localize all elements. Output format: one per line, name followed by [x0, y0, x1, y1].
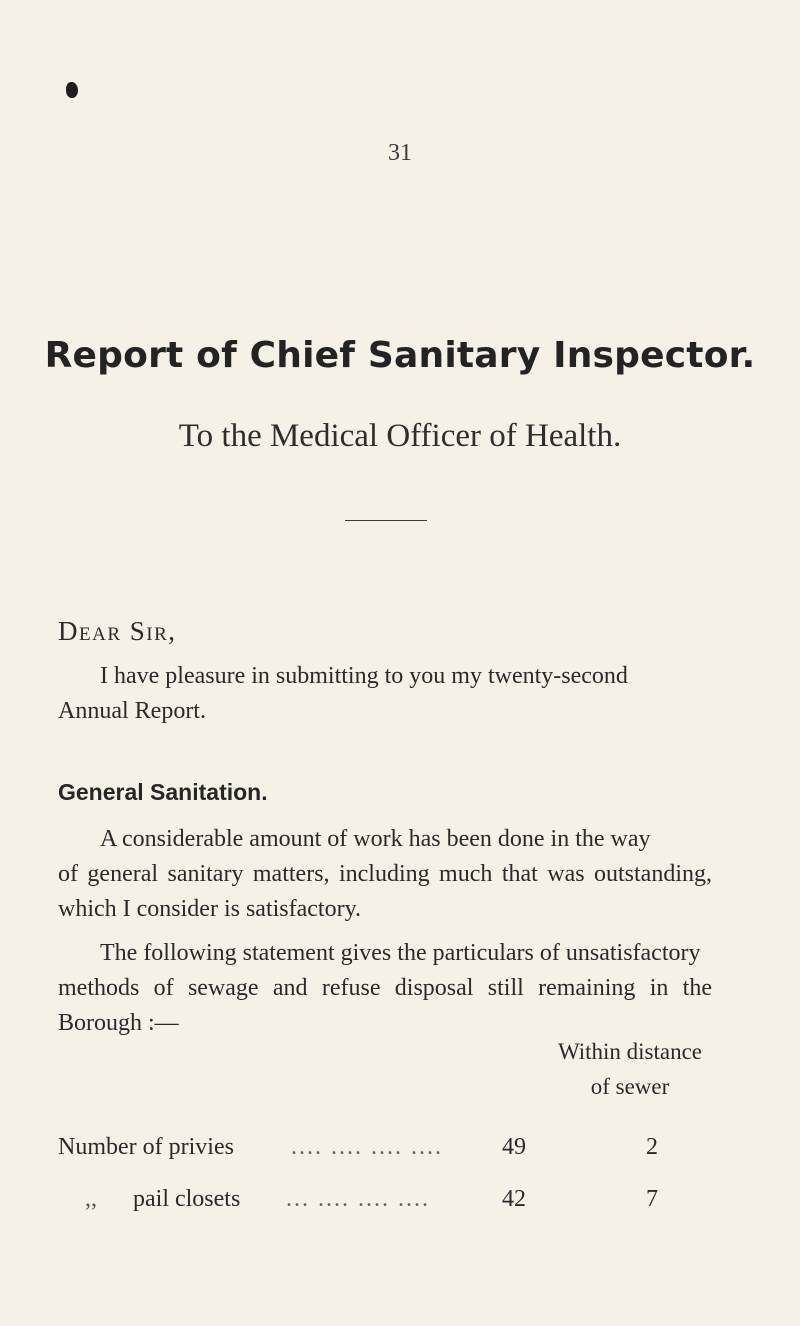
column-header-within-sewer	[530, 1034, 730, 1104]
leader-dots: ... .... .... ....	[286, 1186, 430, 1212]
leader-dots: .... .... .... ....	[291, 1134, 443, 1160]
paragraph-statement-line-1: The following statement gives the particulars of unsatisfactory	[100, 940, 701, 966]
column-header-line-2: of sewer	[590, 1074, 670, 1099]
paragraph-work-done	[58, 822, 712, 927]
divider-rule	[345, 520, 427, 521]
paragraph-work-done-rest: of general sanitary matters, including much that was outstanding, which I consider is satisfactory.	[58, 861, 712, 922]
row-label	[58, 1134, 234, 1161]
page-number: 31	[388, 140, 412, 166]
ink-speck	[66, 82, 78, 98]
intro-line-2: Annual Report.	[58, 698, 206, 724]
table-row-privies	[58, 1134, 718, 1170]
row-label	[85, 1186, 240, 1213]
report-title: Report of Chief Sanitary Inspector.	[44, 335, 756, 376]
row-total: 49	[502, 1134, 526, 1160]
table-row-pail-closets	[58, 1186, 718, 1222]
row-label-text: pail closets	[133, 1186, 241, 1212]
intro-line-1: I have pleasure in submitting to you my twenty-second	[100, 663, 628, 689]
row-label-text: Number of privies	[58, 1134, 234, 1160]
section-heading: General Sanitation.	[58, 779, 268, 805]
row-total: 42	[502, 1186, 526, 1212]
row-within-sewer: 7	[646, 1186, 658, 1212]
paragraph-statement	[58, 936, 712, 1041]
paragraph-statement-rest: methods of sewage and refuse disposal still remaining in the Borough :—	[58, 975, 712, 1036]
intro-paragraph	[58, 659, 712, 729]
ditto-mark: ,,	[85, 1186, 97, 1212]
column-header-line-1: Within distance	[557, 1039, 703, 1064]
row-within-sewer: 2	[646, 1134, 658, 1160]
paragraph-work-done-line-1: A considerable amount of work has been done in the way	[100, 826, 651, 852]
addressee-line: To the Medical Officer of Health.	[178, 418, 622, 454]
salutation: Dear Sir,	[58, 616, 177, 646]
